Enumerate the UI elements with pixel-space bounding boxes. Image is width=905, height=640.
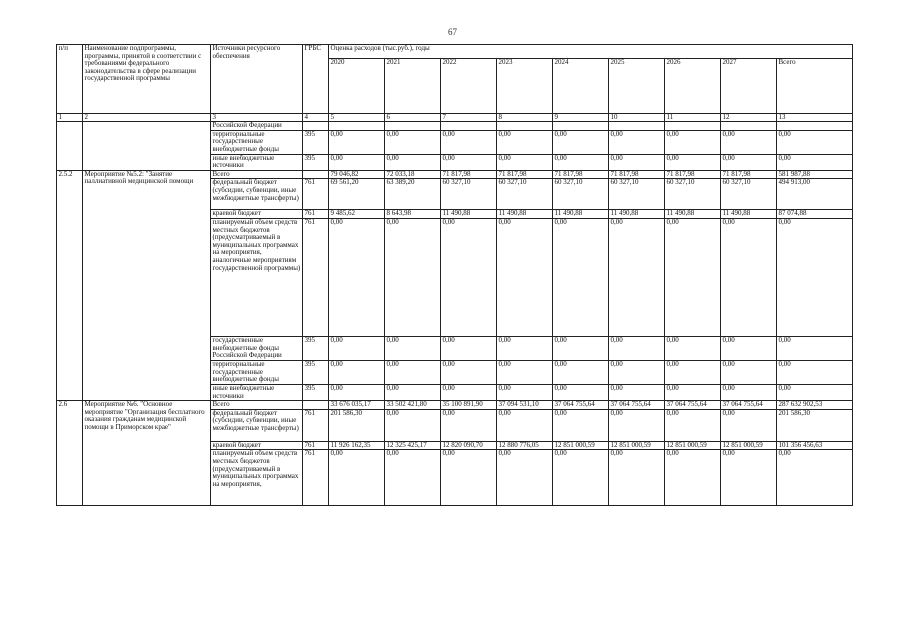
source-cell: государственные внебюджетные фонды Российской Федерации — [211, 336, 303, 360]
header-year: 2024 — [553, 59, 609, 114]
index-cell: 6 — [385, 114, 441, 122]
grbs-cell: 761 — [303, 210, 329, 219]
value-cell: 69 561,20 — [329, 179, 385, 210]
value-cell: 0,00 — [497, 450, 553, 506]
value-cell: 33 676 035,17 — [329, 401, 385, 410]
value-cell: 0,00 — [441, 130, 497, 154]
value-cell: 0,00 — [329, 154, 385, 170]
value-cell: 0,00 — [329, 360, 385, 384]
value-cell: 71 817,98 — [497, 170, 553, 179]
value-cell: 71 817,98 — [441, 170, 497, 179]
source-cell: иные внебюджетные источники — [211, 384, 303, 400]
value-cell: 11 490,88 — [665, 210, 721, 219]
total-cell — [777, 122, 853, 131]
index-cell: 8 — [497, 114, 553, 122]
value-cell: 0,00 — [665, 154, 721, 170]
header-year: 2023 — [497, 59, 553, 114]
grbs-cell: 761 — [303, 441, 329, 450]
total-cell: 0,00 — [777, 154, 853, 170]
source-cell: федеральный бюджет (субсидии, субвенции, иные межбюджетные трансферты) — [211, 409, 303, 441]
value-cell: 0,00 — [609, 130, 665, 154]
value-cell: 0,00 — [721, 218, 777, 336]
index-cell: 2 — [83, 114, 211, 122]
value-cell: 0,00 — [553, 154, 609, 170]
value-cell: 11 490,88 — [497, 210, 553, 219]
value-cell — [497, 122, 553, 131]
source-cell: Всего — [211, 401, 303, 410]
value-cell: 11 926 162,35 — [329, 441, 385, 450]
header-row-top — [57, 45, 853, 59]
value-cell: 0,00 — [665, 218, 721, 336]
value-cell: 0,00 — [721, 154, 777, 170]
index-cell: 7 — [441, 114, 497, 122]
source-cell: территориальные государственные внебюджетные фонды — [211, 130, 303, 154]
value-cell: 0,00 — [329, 130, 385, 154]
value-cell: 37 064 755,64 — [553, 401, 609, 410]
value-cell: 0,00 — [329, 336, 385, 360]
value-cell: 60 327,10 — [441, 179, 497, 210]
header-estimate: Оценка расходов (тыс.руб.), годы — [329, 45, 853, 59]
value-cell: 0,00 — [553, 336, 609, 360]
value-cell: 0,00 — [553, 218, 609, 336]
value-cell — [553, 122, 609, 131]
value-cell: 0,00 — [329, 218, 385, 336]
index-cell: 12 — [721, 114, 777, 122]
value-cell: 0,00 — [441, 409, 497, 441]
index-cell: 13 — [777, 114, 853, 122]
value-cell: 0,00 — [665, 409, 721, 441]
header-year: 2025 — [609, 59, 665, 114]
source-cell: планируемый объем средств местных бюджетов (предусматриваемый в муниципальных программах на мероприятия, — [211, 450, 303, 506]
value-cell: 0,00 — [609, 384, 665, 400]
value-cell: 0,00 — [385, 450, 441, 506]
value-cell: 0,00 — [497, 130, 553, 154]
value-cell: 71 817,98 — [721, 170, 777, 179]
source-cell: территориальные государственные внебюджетные фонды — [211, 360, 303, 384]
value-cell: 0,00 — [441, 154, 497, 170]
value-cell — [665, 122, 721, 131]
value-cell: 12 325 425,17 — [385, 441, 441, 450]
value-cell: 0,00 — [497, 360, 553, 384]
block-name — [83, 122, 211, 171]
value-cell: 37 064 755,64 — [665, 401, 721, 410]
value-cell: 11 490,88 — [609, 210, 665, 219]
total-cell: 101 356 456,63 — [777, 441, 853, 450]
value-cell: 35 100 891,90 — [441, 401, 497, 410]
table-row — [57, 122, 853, 131]
value-cell: 0,00 — [553, 384, 609, 400]
value-cell: 37 094 531,10 — [497, 401, 553, 410]
value-cell: 0,00 — [497, 336, 553, 360]
index-cell: 11 — [665, 114, 721, 122]
total-cell: 87 074,88 — [777, 210, 853, 219]
source-cell: краевой бюджет — [211, 441, 303, 450]
value-cell: 12 880 776,05 — [497, 441, 553, 450]
value-cell: 0,00 — [441, 384, 497, 400]
value-cell: 9 485,62 — [329, 210, 385, 219]
total-cell: 581 987,88 — [777, 170, 853, 179]
header-year: 2027 — [721, 59, 777, 114]
value-cell: 71 817,98 — [553, 170, 609, 179]
grbs-cell: 761 — [303, 179, 329, 210]
grbs-cell — [303, 170, 329, 179]
value-cell: 0,00 — [441, 336, 497, 360]
value-cell: 79 046,82 — [329, 170, 385, 179]
index-cell: 4 — [303, 114, 329, 122]
value-cell: 0,00 — [329, 384, 385, 400]
table-row — [57, 401, 853, 410]
value-cell: 0,00 — [553, 450, 609, 506]
value-cell: 72 033,18 — [385, 170, 441, 179]
grbs-cell: 395 — [303, 130, 329, 154]
total-cell: 201 586,30 — [777, 409, 853, 441]
index-cell: 3 — [211, 114, 303, 122]
value-cell: 0,00 — [609, 450, 665, 506]
value-cell: 0,00 — [385, 409, 441, 441]
total-cell: 0,00 — [777, 384, 853, 400]
block-name: Мероприятие №5.2: "Занятие паллиативной медицинской помощи — [83, 170, 211, 400]
value-cell: 0,00 — [609, 360, 665, 384]
value-cell — [721, 122, 777, 131]
value-cell: 0,00 — [329, 450, 385, 506]
value-cell: 60 327,10 — [721, 179, 777, 210]
total-cell: 0,00 — [777, 336, 853, 360]
value-cell: 0,00 — [385, 360, 441, 384]
value-cell: 0,00 — [665, 450, 721, 506]
value-cell: 0,00 — [721, 384, 777, 400]
header-num: п/п — [57, 45, 83, 114]
total-cell: 287 632 902,53 — [777, 401, 853, 410]
value-cell: 11 490,88 — [441, 210, 497, 219]
value-cell: 0,00 — [385, 384, 441, 400]
total-cell: 0,00 — [777, 450, 853, 506]
value-cell — [329, 122, 385, 131]
total-cell: 0,00 — [777, 130, 853, 154]
value-cell: 201 586,30 — [329, 409, 385, 441]
value-cell — [441, 122, 497, 131]
value-cell: 0,00 — [553, 130, 609, 154]
value-cell: 12 851 000,59 — [721, 441, 777, 450]
budget-table — [56, 44, 853, 506]
header-index-row — [57, 114, 853, 122]
value-cell: 11 490,88 — [721, 210, 777, 219]
value-cell: 0,00 — [721, 409, 777, 441]
source-cell: иные внебюджетные источники — [211, 154, 303, 170]
value-cell: 33 502 421,80 — [385, 401, 441, 410]
value-cell: 0,00 — [441, 360, 497, 384]
value-cell: 0,00 — [385, 336, 441, 360]
grbs-cell: 395 — [303, 336, 329, 360]
header-grbs: ГРБС — [303, 45, 329, 114]
value-cell: 0,00 — [385, 218, 441, 336]
block-id — [57, 122, 83, 171]
grbs-cell: 761 — [303, 450, 329, 506]
grbs-cell — [303, 401, 329, 410]
value-cell: 0,00 — [665, 384, 721, 400]
value-cell: 0,00 — [721, 130, 777, 154]
value-cell: 60 327,10 — [553, 179, 609, 210]
value-cell: 0,00 — [497, 384, 553, 400]
value-cell: 0,00 — [385, 154, 441, 170]
value-cell: 60 327,10 — [497, 179, 553, 210]
block-id: 2.6 — [57, 401, 83, 506]
value-cell: 12 851 000,59 — [553, 441, 609, 450]
value-cell: 0,00 — [497, 154, 553, 170]
value-cell: 63 389,20 — [385, 179, 441, 210]
block-id: 2.5.2 — [57, 170, 83, 400]
header-year: 2022 — [441, 59, 497, 114]
value-cell: 0,00 — [553, 360, 609, 384]
value-cell: 0,00 — [609, 336, 665, 360]
grbs-cell: 761 — [303, 409, 329, 441]
header-year: 2021 — [385, 59, 441, 114]
value-cell: 0,00 — [441, 218, 497, 336]
value-cell: 0,00 — [721, 360, 777, 384]
value-cell: 71 817,98 — [609, 170, 665, 179]
value-cell: 0,00 — [497, 409, 553, 441]
block-name: Мероприятие №6. "Основное мероприятие "Организация бесплатного оказания гражданам медицинской помощи в Приморском крае" — [83, 401, 211, 506]
header-year: 2020 — [329, 59, 385, 114]
total-cell: 0,00 — [777, 360, 853, 384]
index-cell: 10 — [609, 114, 665, 122]
value-cell: 12 820 090,70 — [441, 441, 497, 450]
value-cell: 0,00 — [665, 360, 721, 384]
value-cell: 12 851 000,59 — [665, 441, 721, 450]
value-cell: 11 490,88 — [553, 210, 609, 219]
grbs-cell: 395 — [303, 154, 329, 170]
value-cell — [385, 122, 441, 131]
header-source: Источники ресурсного обеспечения — [211, 45, 303, 114]
value-cell: 0,00 — [385, 130, 441, 154]
source-cell: Российской Федерации — [211, 122, 303, 131]
index-cell: 1 — [57, 114, 83, 122]
grbs-cell — [303, 122, 329, 131]
index-cell: 9 — [553, 114, 609, 122]
source-cell: краевой бюджет — [211, 210, 303, 219]
index-cell: 5 — [329, 114, 385, 122]
grbs-cell: 395 — [303, 384, 329, 400]
total-cell: 494 913,00 — [777, 179, 853, 210]
value-cell: 0,00 — [721, 450, 777, 506]
value-cell: 0,00 — [553, 409, 609, 441]
value-cell: 12 851 000,59 — [609, 441, 665, 450]
value-cell: 0,00 — [665, 130, 721, 154]
grbs-cell: 395 — [303, 360, 329, 384]
value-cell — [609, 122, 665, 131]
source-cell: планируемый объем средств местных бюджетов (предусматриваемый в муниципальных программах на мероприятия, аналогичные мероприятиям государственной программы) — [211, 218, 303, 336]
source-cell: федеральный бюджет (субсидии, субвенции, иные межбюджетные трансферты) — [211, 179, 303, 210]
value-cell: 8 643,98 — [385, 210, 441, 219]
value-cell: 0,00 — [441, 450, 497, 506]
total-cell: 0,00 — [777, 218, 853, 336]
value-cell: 37 064 755,64 — [609, 401, 665, 410]
value-cell: 0,00 — [497, 218, 553, 336]
value-cell: 0,00 — [609, 409, 665, 441]
value-cell: 0,00 — [665, 336, 721, 360]
table-row — [57, 170, 853, 179]
value-cell: 60 327,10 — [665, 179, 721, 210]
value-cell: 0,00 — [609, 154, 665, 170]
page-number: 67 — [448, 27, 457, 37]
value-cell: 37 064 755,64 — [721, 401, 777, 410]
value-cell: 60 327,10 — [609, 179, 665, 210]
value-cell: 0,00 — [721, 336, 777, 360]
header-name: Наименование подпрограммы, программы, принятой в соответствии с требованиями федерального законодательства в сфере реализации государственной программы — [83, 45, 211, 114]
header-total: Всего — [777, 59, 853, 114]
grbs-cell: 761 — [303, 218, 329, 336]
source-cell: Всего — [211, 170, 303, 179]
header-year: 2026 — [665, 59, 721, 114]
table-body — [57, 122, 853, 506]
value-cell: 0,00 — [609, 218, 665, 336]
value-cell: 71 817,98 — [665, 170, 721, 179]
